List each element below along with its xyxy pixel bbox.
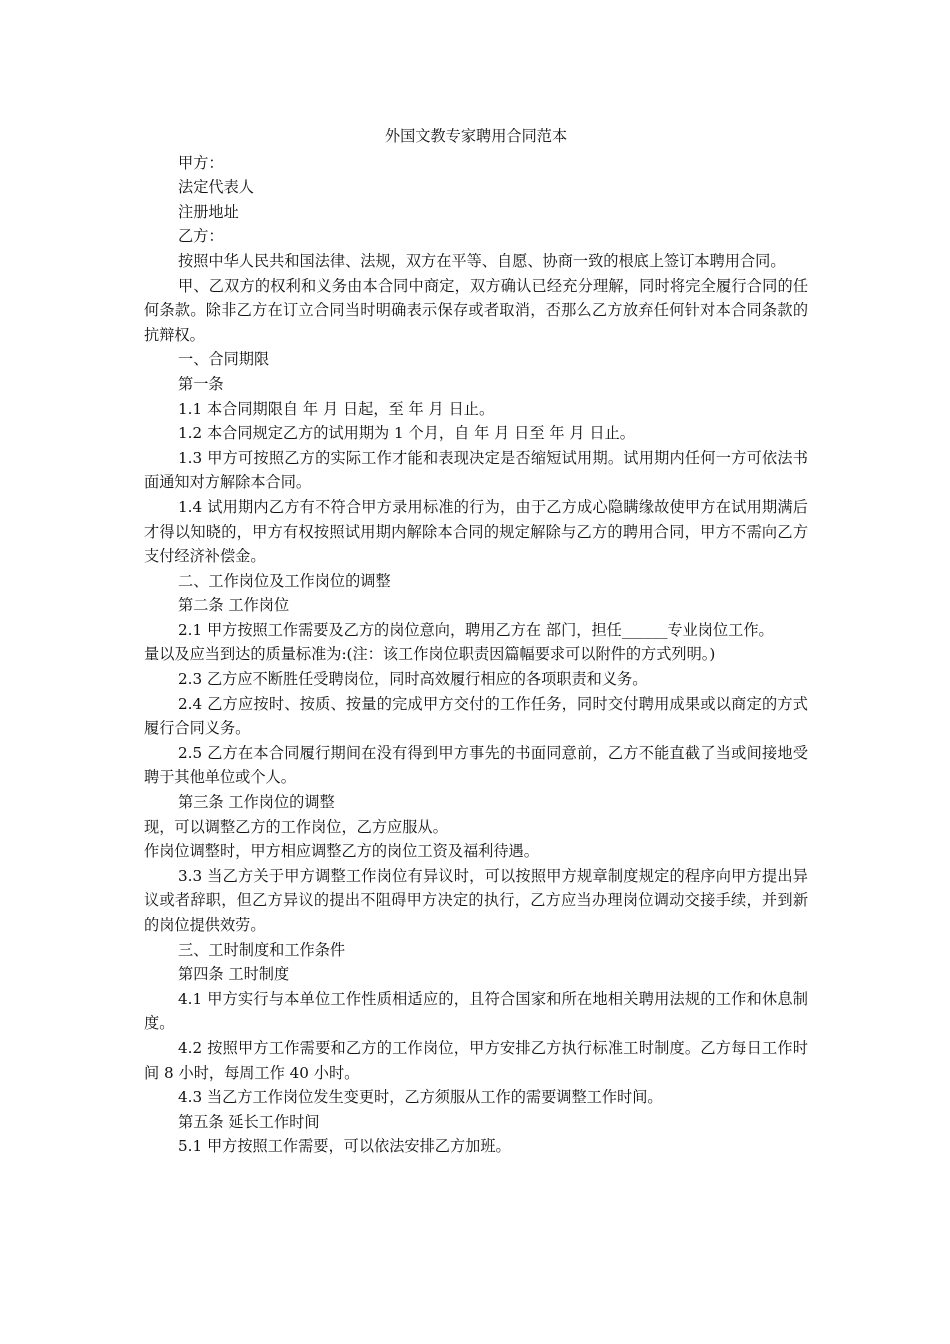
paragraph: 第一条 [178, 374, 224, 393]
paragraph: 2.3 乙方应不断胜任受聘岗位，同时高效履行相应的各项职责和义务。 [178, 670, 648, 689]
paragraph: 5.1 甲方按照工作需要，可以依法安排乙方加班。 [178, 1137, 511, 1156]
paragraph: 二、工作岗位及工作岗位的调整 [178, 571, 391, 590]
paragraph: 2.5 乙方在本合同履行期间在没有得到甲方事先的书面同意前，乙方不能直截了当或间接地受聘于其他单位或个人。 [144, 743, 808, 787]
paragraph: 量以及应当到达的质量标准为:(注：该工作岗位职责因篇幅要求可以附件的方式列明。) [144, 645, 716, 664]
paragraph: 4.3 当乙方工作岗位发生变更时，乙方须服从工作的需要调整工作时间。 [178, 1088, 663, 1107]
paragraph: 甲方： [178, 153, 224, 172]
paragraph: 3.3 当乙方关于甲方调整工作岗位有异议时，可以按照甲方规章制度规定的程序向甲方提出异议或者辞职，但乙方异议的提出不阻碍甲方决定的执行，乙方应当办理岗位调动交接手续，并到新的岗位提供效劳。 [144, 866, 808, 934]
paragraph: 乙方： [178, 227, 224, 246]
paragraph: 1.3 甲方可按照乙方的实际工作才能和表现决定是否缩短试用期。试用期内任何一方可依法书面通知对方解除本合同。 [144, 448, 808, 492]
paragraph: 甲、乙双方的权利和义务由本合同中商定，双方确认已经充分理解，同时将完全履行合同的任何条款。除非乙方在订立合同当时明确表示保存或者取消，否那么乙方放弃任何针对本合同条款的抗辩权。 [144, 276, 808, 344]
paragraph: 1.4 试用期内乙方有不符合甲方录用标准的行为，由于乙方成心隐瞒缘故使甲方在试用期满后才得以知晓的，甲方有权按照试用期内解除本合同的规定解除与乙方的聘用合同，甲方不需向乙方支付经济补偿金。 [144, 497, 808, 566]
paragraph: 三、工时制度和工作条件 [178, 940, 346, 959]
document-title: 外国文教专家聘用合同范本 [384, 127, 568, 145]
document-body [144, 124, 808, 1159]
paragraph: 按照中华人民共和国法律、法规，双方在平等、自愿、协商一致的根底上签订本聘用合同。 [178, 251, 786, 270]
paragraph: 1.1 本合同期限自 年 月 日起，至 年 月 日止。 [178, 399, 495, 418]
paragraph: 4.2 按照甲方工作需要和乙方的工作岗位，甲方安排乙方执行标准工时制度。乙方每日工作时间 8 小时，每周工作 40 小时。 [144, 1038, 808, 1082]
paragraph: 第二条 工作岗位 [178, 596, 290, 615]
paragraph: 2.1 甲方按照工作需要及乙方的岗位意向，聘用乙方在 部门，担任______专业岗位工作。 [178, 620, 774, 639]
paragraph-list [144, 151, 808, 1159]
paragraph: 现，可以调整乙方的工作岗位，乙方应服从。 [144, 817, 448, 836]
paragraph: 4.1 甲方实行与本单位工作性质相适应的，且符合国家和所在地相关聘用法规的工作和休息制度。 [144, 989, 808, 1033]
paragraph: 第五条 延长工作时间 [178, 1112, 320, 1131]
paragraph: 法定代表人 [178, 178, 254, 197]
paragraph: 注册地址 [178, 202, 239, 221]
paragraph: 第四条 工时制度 [178, 965, 290, 984]
paragraph: 一、合同期限 [178, 350, 270, 369]
paragraph: 2.4 乙方应按时、按质、按量的完成甲方交付的工作任务，同时交付聘用成果或以商定的方式履行合同义务。 [144, 694, 808, 738]
paragraph: 第三条 工作岗位的调整 [178, 793, 335, 812]
paragraph: 1.2 本合同规定乙方的试用期为 1 个月，自 年 月 日至 年 月 日止。 [178, 424, 635, 443]
paragraph: 作岗位调整时，甲方相应调整乙方的岗位工资及福利待遇。 [144, 842, 539, 861]
